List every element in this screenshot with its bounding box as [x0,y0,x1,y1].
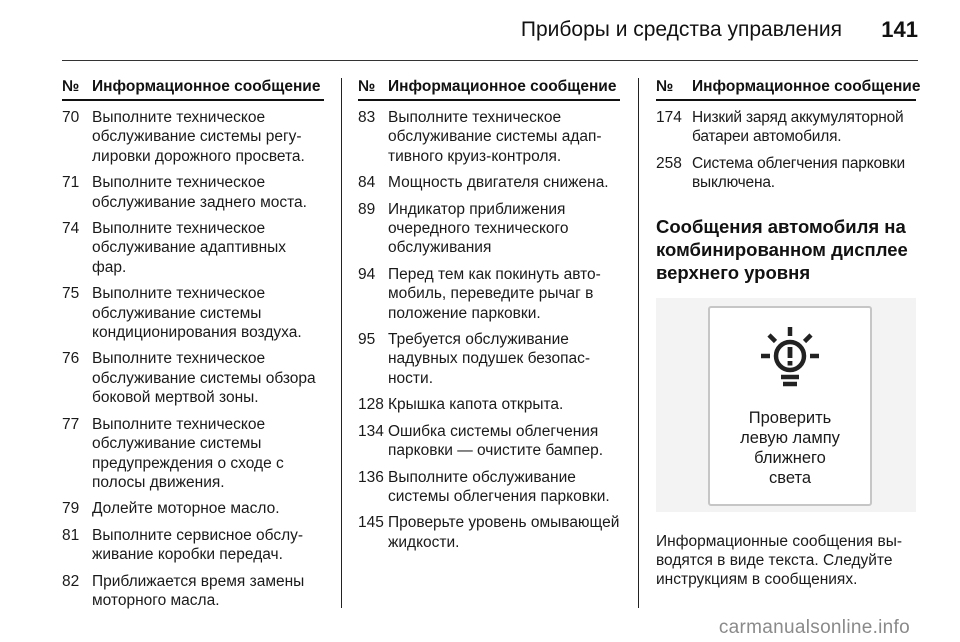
message-text: Требуется обслуживание надувных подушек безопас-ности. [388,331,591,387]
message-number: 174 [656,109,682,126]
display-line: Проверить [748,408,832,427]
column-header-message: Информационное сообщение [692,78,921,95]
message-number: 74 [62,220,80,238]
display-message [710,408,870,488]
table-row [62,284,324,342]
watermark: carmanualsonline.info [718,617,910,638]
message-number: 94 [358,265,376,283]
message-text: Выполните техническое обслуживание системы регу-лировки дорожного просвета. [92,109,305,165]
table-row [62,349,324,407]
message-number: 83 [358,109,376,126]
table-row [62,526,324,565]
table-row [358,395,620,414]
table-header [358,78,620,101]
column-divider [341,78,342,608]
message-text: Проверьте уровень омывающей жидкости. [388,514,620,551]
message-number: 134 [358,422,384,440]
body-paragraph: Информационные сообщения вы-водятся в виде текста. Следуйте инструкциям в сообщениях. [656,532,903,589]
message-number: 82 [62,572,80,590]
message-text: Приближается время замены моторного масла. [92,572,305,609]
instrument-display [708,306,872,506]
message-number: 75 [62,285,80,303]
message-text: Выполните техническое обслуживание системы кондиционирования воздуха. [92,285,302,342]
table-row [62,572,324,611]
message-number: 79 [62,500,80,518]
page-header [0,0,960,62]
table-row [358,513,620,552]
message-text: Индикатор приближения очередного технического обслуживания [388,200,569,257]
table-row [358,108,620,166]
header-divider [62,60,918,61]
column-header-number: № [62,78,80,95]
column-header-message: Информационное сообщение [388,78,617,95]
page-number: 141 [881,17,918,42]
display-line: левую лампу [740,428,840,447]
table-row [62,499,324,518]
message-number: 70 [62,109,80,126]
message-text: Крышка капота открыта. [388,396,564,414]
message-text: Система облегчения парковки выключена. [692,154,905,192]
message-text: Мощность двигателя снижена. [388,174,609,192]
message-number: 84 [358,174,376,192]
message-number: 77 [62,415,80,433]
column-header-number: № [656,78,674,95]
message-text: Выполните техническое обслуживание системы обзора боковой мертвой зоны. [92,350,316,407]
message-number: 81 [62,526,80,544]
message-table-column-1 [62,78,324,610]
column-header-message: Информационное сообщение [92,78,321,95]
display-illustration [656,298,916,512]
section-heading: Сообщения автомобиля на комбинированном дисплее верхнего уровня [656,215,908,283]
message-text: Выполните техническое обслуживание системы адап-тивного круиз-контроля. [388,109,602,165]
message-text: Перед тем как покинуть авто-мобиль, переведите рычаг в положение парковки. [388,265,601,322]
message-table-column-3 [656,78,921,590]
message-number: 128 [358,396,384,414]
message-table-column-2 [358,78,620,552]
message-number: 76 [62,350,80,368]
table-row [62,219,324,277]
message-number: 71 [62,174,80,192]
table-row [62,173,324,212]
table-header [656,78,921,101]
message-number: 136 [358,468,384,486]
table-row [358,468,620,507]
message-number: 95 [358,331,376,349]
message-text: Выполните техническое обслуживание системы предупреждения о сходе с полосы движения. [92,415,284,491]
column-divider [638,78,639,608]
display-line: света [768,468,811,487]
message-text: Выполните техническое обслуживание адаптивных фар. [92,220,287,276]
table-row [358,265,620,323]
message-number: 145 [358,514,384,532]
table-row [358,330,620,388]
message-text: Ошибка системы облегчения парковки — очистите бампер. [388,422,604,460]
page-title: Приборы и средства управления [520,18,842,41]
table-row [656,154,916,193]
message-text: Долейте моторное масло. [92,500,280,518]
message-number: 89 [358,200,376,218]
table-row [358,173,620,192]
message-text: Выполните обслуживание системы облегчения парковки. [388,468,610,505]
lamp-warning-icon [757,322,823,388]
table-row [62,415,324,493]
column-header-number: № [358,78,376,95]
display-line: ближнего [754,448,826,467]
table-row [656,108,916,147]
table-row [358,200,620,258]
table-header [62,78,324,101]
message-text: Выполните техническое обслуживание заднего моста. [92,174,307,211]
message-text: Низкий заряд аккумуляторной батареи автомобиля. [692,109,904,146]
message-text: Выполните сервисное обслу-живание коробки передач. [92,526,304,564]
message-number: 258 [656,154,682,172]
table-row [358,422,620,461]
table-row [62,108,324,166]
